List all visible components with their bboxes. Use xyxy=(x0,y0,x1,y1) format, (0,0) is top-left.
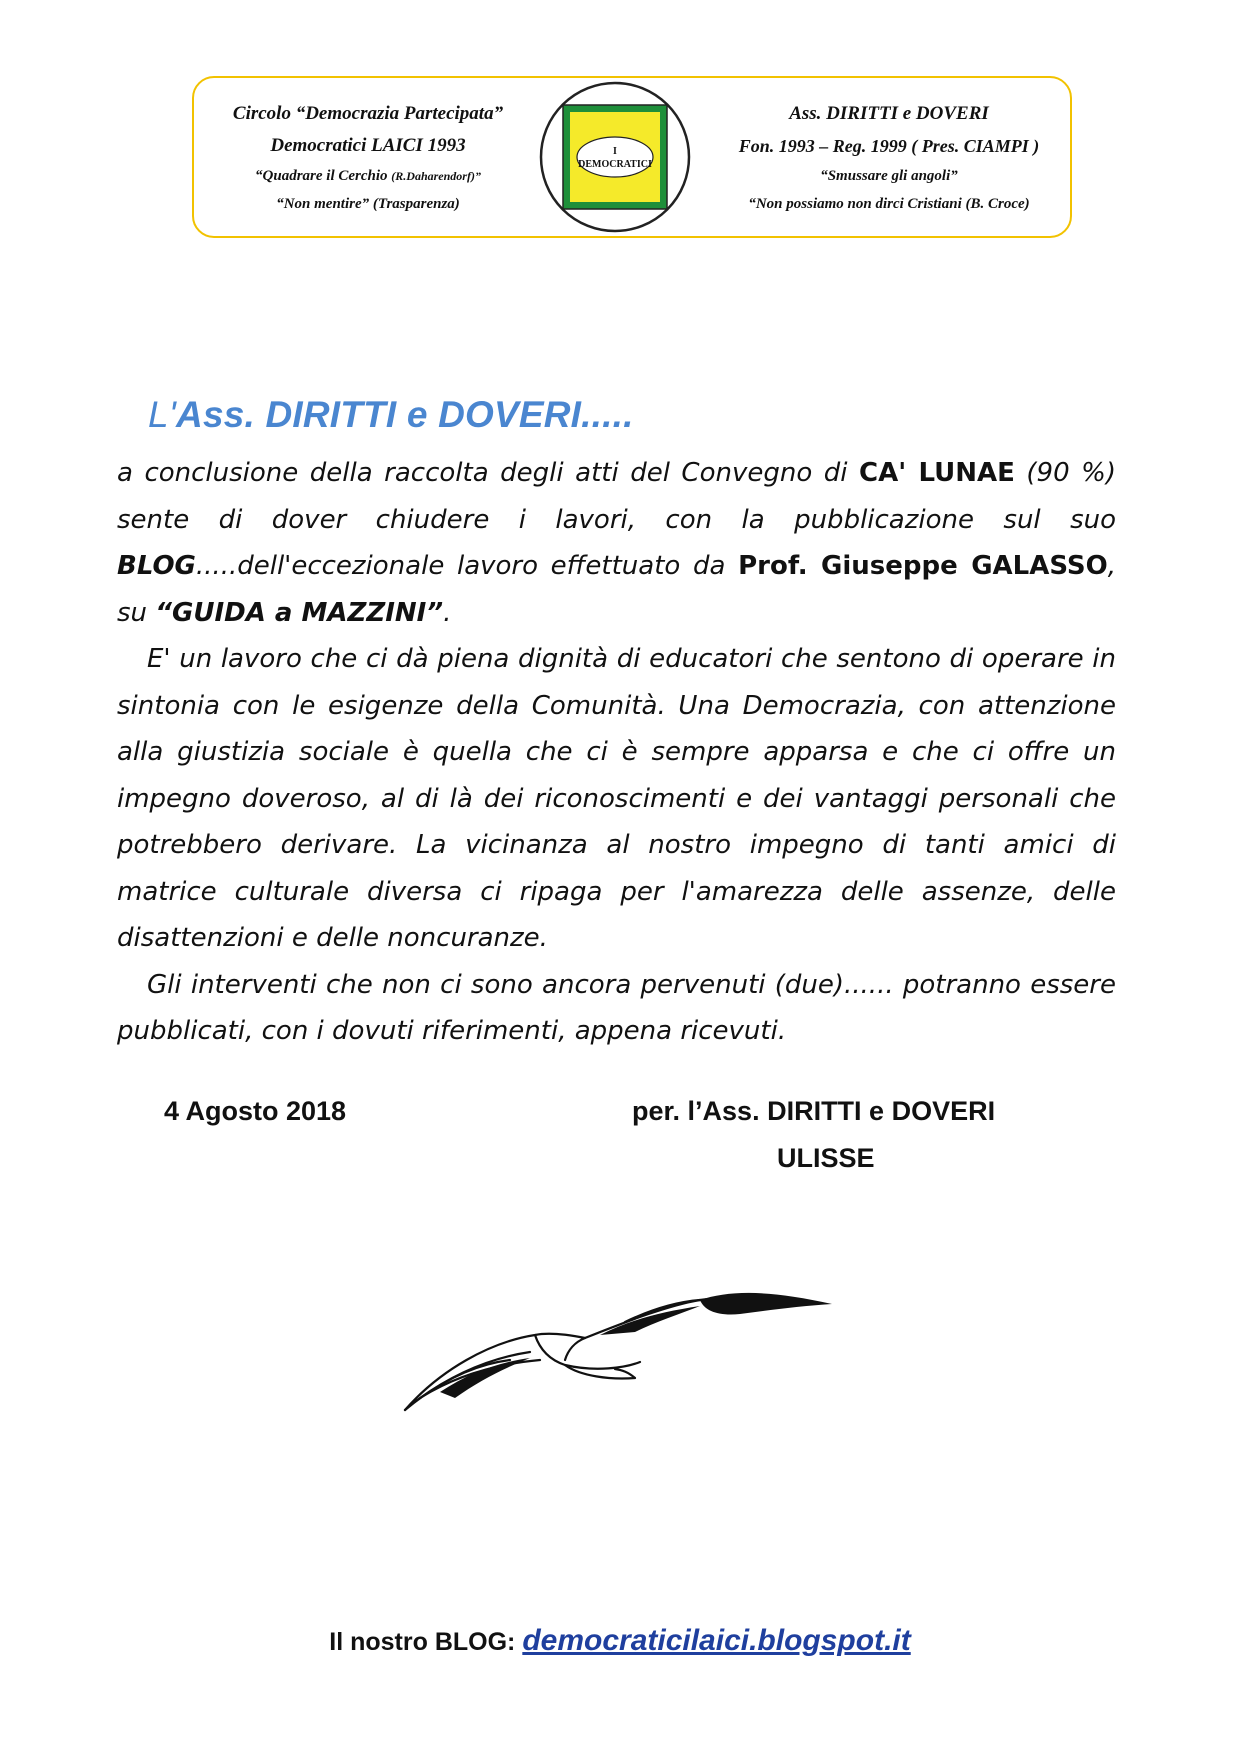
footer-label: Il nostro BLOG: xyxy=(329,1628,516,1656)
p1-text-5: . xyxy=(443,597,452,628)
footer xyxy=(0,1624,1240,1658)
signature-for: per. l’Ass. DIRITTI e DOVERI xyxy=(632,1096,996,1126)
p1-ca-lunae: CA' LUNAE xyxy=(859,458,1015,488)
paragraph-1 xyxy=(117,450,1116,636)
p1-text-2: (90 %) sente di dover chiudere i lavori, con la pubblicazione sul suo xyxy=(117,458,1116,535)
ass-name: Ass. DIRITTI e DOVERI xyxy=(789,103,989,124)
paragraph-2: E' un lavoro che ci dà piena dignità di educatori che sentono di operare in sintonia con le esigenze della Comunità. Una Democrazia, con attenzione alla giustizia sociale è quella che ci è sempre apparsa e che ci offre un impegno doveroso, al di là dei riconoscimenti e dei vantaggi personali che potrebbero derivare. La vicinanza al nostro impegno di tanti amici di matrice culturale diversa ci ripaga per l'amarezza delle assenze, delle disattenzioni e delle noncuranze. xyxy=(117,644,1116,953)
letterhead-left xyxy=(208,98,528,218)
p1-text-3: .....dell'eccezionale lavoro effettuato da xyxy=(195,551,739,581)
p1-blog: BLOG xyxy=(117,551,196,581)
ass-motto-2: “Non possiamo non dirci Cristiani (B. Croce) xyxy=(748,196,1030,212)
circolo-motto-1 xyxy=(208,162,528,190)
p1-author: Prof. Giuseppe GALASSO xyxy=(738,551,1108,581)
p1-text-1: a conclusione della raccolta degli atti del Convegno di xyxy=(117,458,860,488)
circolo-name: Circolo “Democrazia Partecipata” xyxy=(232,103,504,124)
letter-body xyxy=(117,450,1116,1055)
p1-work-title: “GUIDA a MAZZINI” xyxy=(155,597,444,628)
seagull-icon xyxy=(400,1280,840,1430)
logo-text-bottom: DEMOCRATICI xyxy=(578,159,652,170)
ass-motto-1: “Smussare gli angoli” xyxy=(820,168,958,184)
motto-1-text: “Quadrare il Cerchio xyxy=(255,168,392,184)
title-prefix: L' xyxy=(148,394,177,435)
page-title xyxy=(148,394,634,436)
motto-1-author: (R.Daharendorf)” xyxy=(391,169,481,183)
letterhead-right xyxy=(709,98,1069,218)
democratici-logo xyxy=(532,78,698,236)
circolo-subtitle: Democratici LAICI 1993 xyxy=(270,135,466,156)
circolo-motto-2: “Non mentire” (Trasparenza) xyxy=(276,196,460,212)
ass-foundation: Fon. 1993 – Reg. 1999 ( Pres. CIAMPI ) xyxy=(738,136,1040,156)
title-main: Ass. DIRITTI e DOVERI..... xyxy=(176,394,634,435)
signature-name: ULISSE xyxy=(777,1143,875,1173)
logo-text-top: I xyxy=(613,146,617,157)
signature-date: 4 Agosto 2018 xyxy=(164,1096,347,1126)
blog-link[interactable]: democraticilaici.blogspot.it xyxy=(522,1624,911,1657)
p1-text-4: , su xyxy=(117,551,1116,628)
paragraph-3: Gli interventi che non ci sono ancora pervenuti (due)...... potranno essere pubblicati, con i dovuti riferimenti, appena ricevuti. xyxy=(117,969,1116,1046)
